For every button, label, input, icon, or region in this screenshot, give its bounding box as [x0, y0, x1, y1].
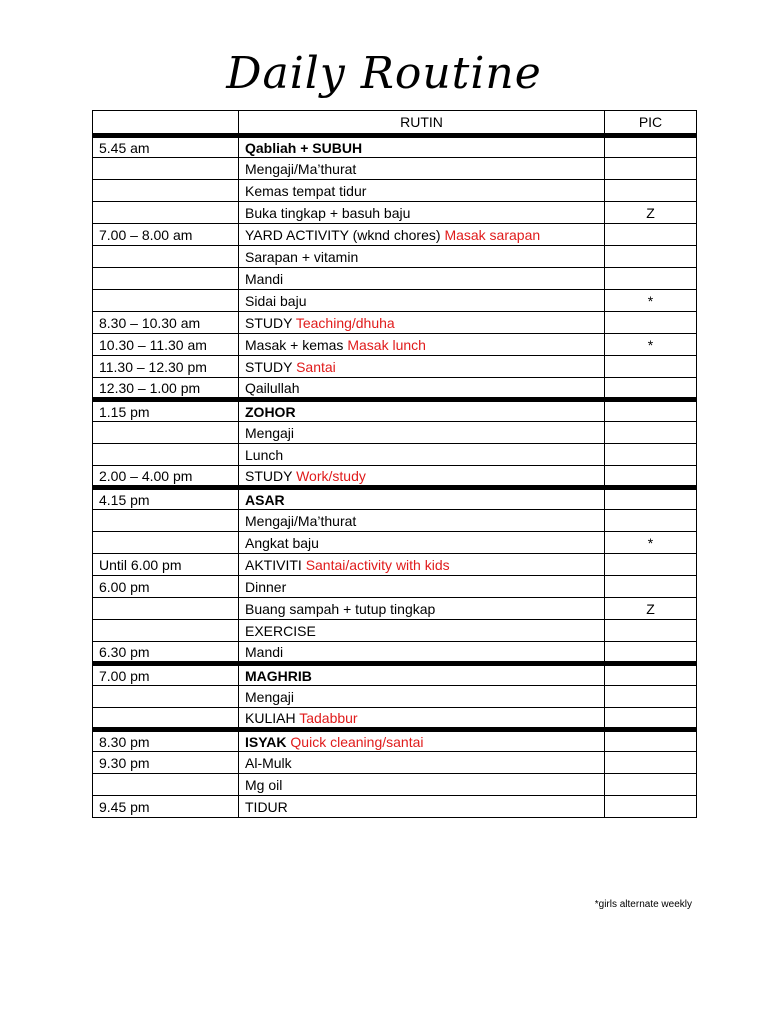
routine-body — [93, 136, 697, 818]
time-cell — [93, 268, 239, 290]
activity-label: STUDY — [245, 467, 293, 484]
activity-cell — [239, 488, 605, 510]
activity-label: Sidai baju — [245, 292, 307, 309]
table-row — [93, 686, 697, 708]
activity-note: Tadabbur — [299, 709, 358, 726]
pic-cell — [605, 510, 697, 532]
table-row — [93, 444, 697, 466]
table-row — [93, 664, 697, 686]
time-cell — [93, 202, 239, 224]
table-row — [93, 708, 697, 730]
table-row — [93, 752, 697, 774]
activity-cell — [239, 400, 605, 422]
pic-cell — [605, 246, 697, 268]
activity-label: Mandi — [245, 643, 284, 660]
activity-label: ZOHOR — [245, 403, 296, 420]
activity-cell — [239, 202, 605, 224]
time-cell: 9.45 pm — [93, 796, 239, 818]
activity-cell — [239, 158, 605, 180]
table-row — [93, 356, 697, 378]
table-row — [93, 268, 697, 290]
pic-cell — [605, 224, 697, 246]
activity-cell — [239, 466, 605, 488]
activity-cell — [239, 136, 605, 158]
activity-cell — [239, 774, 605, 796]
activity-label: Mandi — [245, 270, 284, 287]
table-row — [93, 642, 697, 664]
activity-cell — [239, 444, 605, 466]
time-cell: 7.00 pm — [93, 664, 239, 686]
time-cell — [93, 620, 239, 642]
pic-cell — [605, 268, 697, 290]
time-cell: 2.00 – 4.00 pm — [93, 466, 239, 488]
pic-cell — [605, 378, 697, 400]
table-row — [93, 400, 697, 422]
time-cell — [93, 774, 239, 796]
pic-cell — [605, 400, 697, 422]
time-cell: 9.30 pm — [93, 752, 239, 774]
pic-cell — [605, 774, 697, 796]
table-row — [93, 246, 697, 268]
activity-cell — [239, 620, 605, 642]
activity-cell — [239, 268, 605, 290]
table-row — [93, 202, 697, 224]
activity-note: Santai/activity with kids — [305, 556, 450, 573]
activity-cell — [239, 224, 605, 246]
activity-label: Mengaji/Ma’thurat — [245, 160, 357, 177]
activity-cell — [239, 510, 605, 532]
pic-cell — [605, 576, 697, 598]
activity-label: Mengaji/Ma’thurat — [245, 512, 357, 529]
activity-label: Dinner — [245, 578, 287, 595]
table-row — [93, 796, 697, 818]
pic-cell: * — [605, 532, 697, 554]
activity-cell — [239, 730, 605, 752]
activity-cell — [239, 356, 605, 378]
activity-label: ASAR — [245, 491, 285, 508]
pic-cell — [605, 554, 697, 576]
time-cell: 11.30 – 12.30 pm — [93, 356, 239, 378]
activity-label: ISYAK — [245, 733, 287, 750]
header-pic: PIC — [605, 111, 697, 136]
table-row — [93, 158, 697, 180]
page-title: Daily Routine — [226, 48, 542, 99]
activity-cell — [239, 642, 605, 664]
time-cell — [93, 180, 239, 202]
table-row — [93, 378, 697, 400]
activity-cell — [239, 312, 605, 334]
activity-label: Qailullah — [245, 379, 300, 396]
time-cell — [93, 532, 239, 554]
pic-cell — [605, 312, 697, 334]
pic-cell — [605, 730, 697, 752]
pic-cell — [605, 158, 697, 180]
activity-cell — [239, 708, 605, 730]
pic-cell — [605, 620, 697, 642]
activity-label: Buang sampah + tutup tingkap — [245, 600, 436, 617]
pic-cell — [605, 180, 697, 202]
activity-note: Quick cleaning/santai — [290, 733, 424, 750]
activity-label: MAGHRIB — [245, 667, 312, 684]
activity-label: Sarapan + vitamin — [245, 248, 359, 265]
table-row — [93, 576, 697, 598]
activity-cell — [239, 378, 605, 400]
pic-cell — [605, 356, 697, 378]
table-row — [93, 422, 697, 444]
activity-label: Angkat baju — [245, 534, 319, 551]
pic-cell — [605, 708, 697, 730]
time-cell: 5.45 am — [93, 136, 239, 158]
activity-label: TIDUR — [245, 798, 288, 815]
time-cell: 8.30 – 10.30 am — [93, 312, 239, 334]
table-row — [93, 598, 697, 620]
table-row — [93, 180, 697, 202]
activity-cell — [239, 532, 605, 554]
table-row — [93, 466, 697, 488]
pic-cell: Z — [605, 598, 697, 620]
time-cell — [93, 708, 239, 730]
time-cell — [93, 246, 239, 268]
activity-note: Teaching/dhuha — [295, 314, 395, 331]
activity-cell — [239, 334, 605, 356]
time-cell: 6.30 pm — [93, 642, 239, 664]
pic-cell: * — [605, 334, 697, 356]
table-row — [93, 510, 697, 532]
activity-label: Al-Mulk — [245, 754, 292, 771]
activity-cell — [239, 686, 605, 708]
pic-cell — [605, 488, 697, 510]
table-row — [93, 620, 697, 642]
activity-label: Masak + kemas — [245, 336, 344, 353]
activity-label: Lunch — [245, 446, 284, 463]
routine-table — [92, 110, 697, 818]
time-cell — [93, 290, 239, 312]
pic-cell — [605, 466, 697, 488]
table-row — [93, 774, 697, 796]
activity-cell — [239, 246, 605, 268]
activity-note: Work/study — [296, 467, 366, 484]
activity-note: Masak sarapan — [444, 226, 541, 243]
time-cell — [93, 686, 239, 708]
footnote: *girls alternate weekly — [594, 899, 692, 910]
activity-label: Buka tingkap + basuh baju — [245, 204, 411, 221]
activity-label: Mengaji — [245, 688, 295, 705]
activity-label: EXERCISE — [245, 622, 316, 639]
activity-cell — [239, 752, 605, 774]
time-cell: Until 6.00 pm — [93, 554, 239, 576]
table-row — [93, 334, 697, 356]
time-cell: 10.30 – 11.30 am — [93, 334, 239, 356]
time-cell — [93, 444, 239, 466]
pic-cell — [605, 752, 697, 774]
time-cell: 4.15 pm — [93, 488, 239, 510]
activity-cell — [239, 576, 605, 598]
activity-label: Mengaji — [245, 424, 295, 441]
pic-cell — [605, 642, 697, 664]
table-row — [93, 488, 697, 510]
activity-cell — [239, 180, 605, 202]
pic-cell — [605, 686, 697, 708]
pic-cell — [605, 422, 697, 444]
table-row — [93, 136, 697, 158]
activity-cell — [239, 290, 605, 312]
time-cell: 8.30 pm — [93, 730, 239, 752]
table-row — [93, 312, 697, 334]
pic-cell: Z — [605, 202, 697, 224]
activity-cell — [239, 598, 605, 620]
table-header-row — [93, 111, 697, 136]
time-cell: 6.00 pm — [93, 576, 239, 598]
activity-label: Kemas tempat tidur — [245, 182, 367, 199]
activity-label: Qabliah + SUBUH — [245, 139, 363, 156]
pic-cell — [605, 796, 697, 818]
activity-cell — [239, 664, 605, 686]
table-row — [93, 224, 697, 246]
time-cell: 1.15 pm — [93, 400, 239, 422]
activity-label: Mg oil — [245, 776, 283, 793]
pic-cell — [605, 444, 697, 466]
time-cell: 12.30 – 1.00 pm — [93, 378, 239, 400]
header-rutin: RUTIN — [239, 111, 605, 136]
time-cell: 7.00 – 8.00 am — [93, 224, 239, 246]
activity-label: AKTIVITI — [245, 556, 302, 573]
activity-note: Masak lunch — [347, 336, 426, 353]
time-cell — [93, 510, 239, 532]
activity-note: Santai — [296, 358, 336, 375]
table-row — [93, 554, 697, 576]
time-cell — [93, 422, 239, 444]
activity-label: KULIAH — [245, 709, 296, 726]
table-row — [93, 730, 697, 752]
time-cell — [93, 598, 239, 620]
activity-cell — [239, 554, 605, 576]
pic-cell — [605, 136, 697, 158]
activity-cell — [239, 796, 605, 818]
activity-label: STUDY — [245, 314, 293, 331]
time-cell — [93, 158, 239, 180]
activity-label: STUDY — [245, 358, 293, 375]
table-row — [93, 532, 697, 554]
activity-label: YARD ACTIVITY (wknd chores) — [245, 226, 441, 243]
header-time — [93, 111, 239, 136]
activity-cell — [239, 422, 605, 444]
pic-cell: * — [605, 290, 697, 312]
table-row — [93, 290, 697, 312]
pic-cell — [605, 664, 697, 686]
